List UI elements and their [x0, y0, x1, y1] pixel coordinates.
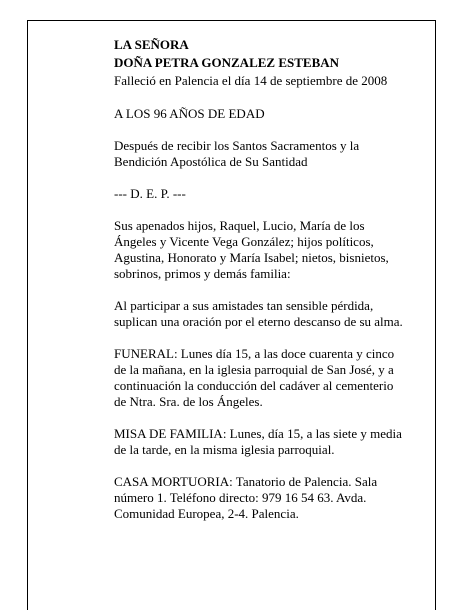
- funeral-line: de la mañana, en la iglesia parroquial de San José, y a: [114, 362, 394, 377]
- sacraments-block: [114, 138, 424, 170]
- funeral-line: FUNERAL: Lunes día 15, a las doce cuarenta y cinco: [114, 346, 395, 361]
- request-block: [114, 298, 424, 330]
- wake-line: Comunidad Europea, 2-4. Palencia.: [114, 506, 299, 521]
- family-line: sobrinos, primos y demás familia:: [114, 266, 291, 281]
- family-line: Sus apenados hijos, Raquel, Lucio, María de los: [114, 218, 365, 233]
- family-block: [114, 218, 424, 282]
- sacraments-line: Bendición Apostólica de Su Santidad: [114, 154, 308, 169]
- family-line: Ángeles y Vicente Vega González; hijos políticos,: [114, 234, 374, 249]
- wake-line: número 1. Teléfono directo: 979 16 54 63. Avda.: [114, 490, 367, 505]
- request-line: suplican una oración por el eterno descanso de su alma.: [114, 314, 403, 329]
- funeral-block: [114, 346, 424, 410]
- wake-line: CASA MORTUORIA: Tanatorio de Palencia. Sala: [114, 474, 378, 489]
- request-line: Al participar a sus amistades tan sensible pérdida,: [114, 298, 374, 313]
- family-line: Agustina, Honorato y María Isabel; nietos, bisnietos,: [114, 250, 389, 265]
- sacraments-line: Después de recibir los Santos Sacramentos y la: [114, 138, 360, 153]
- deceased-name: DOÑA PETRA GONZALEZ ESTEBAN: [114, 55, 340, 70]
- obituary-notice: [114, 36, 424, 522]
- funeral-line: continuación la conducción del cadáver al cementerio: [114, 378, 394, 393]
- family-mass-block: [114, 426, 424, 458]
- rip-line: --- D. E. P. ---: [114, 186, 186, 201]
- header-block: [114, 36, 424, 90]
- mass-line: de la tarde, en la misma iglesia parroquial.: [114, 442, 335, 457]
- funeral-line: de Ntra. Sra. de los Ángeles.: [114, 394, 263, 409]
- wake-block: [114, 474, 424, 522]
- rip-block: [114, 186, 424, 202]
- age-block: [114, 106, 424, 122]
- mass-line: MISA DE FAMILIA: Lunes, día 15, a las siete y media: [114, 426, 402, 441]
- title-line-1: LA SEÑORA: [114, 37, 189, 52]
- age-line: A LOS 96 AÑOS DE EDAD: [114, 106, 265, 121]
- death-date-line: Falleció en Palencia el día 14 de septiembre de 2008: [114, 73, 388, 88]
